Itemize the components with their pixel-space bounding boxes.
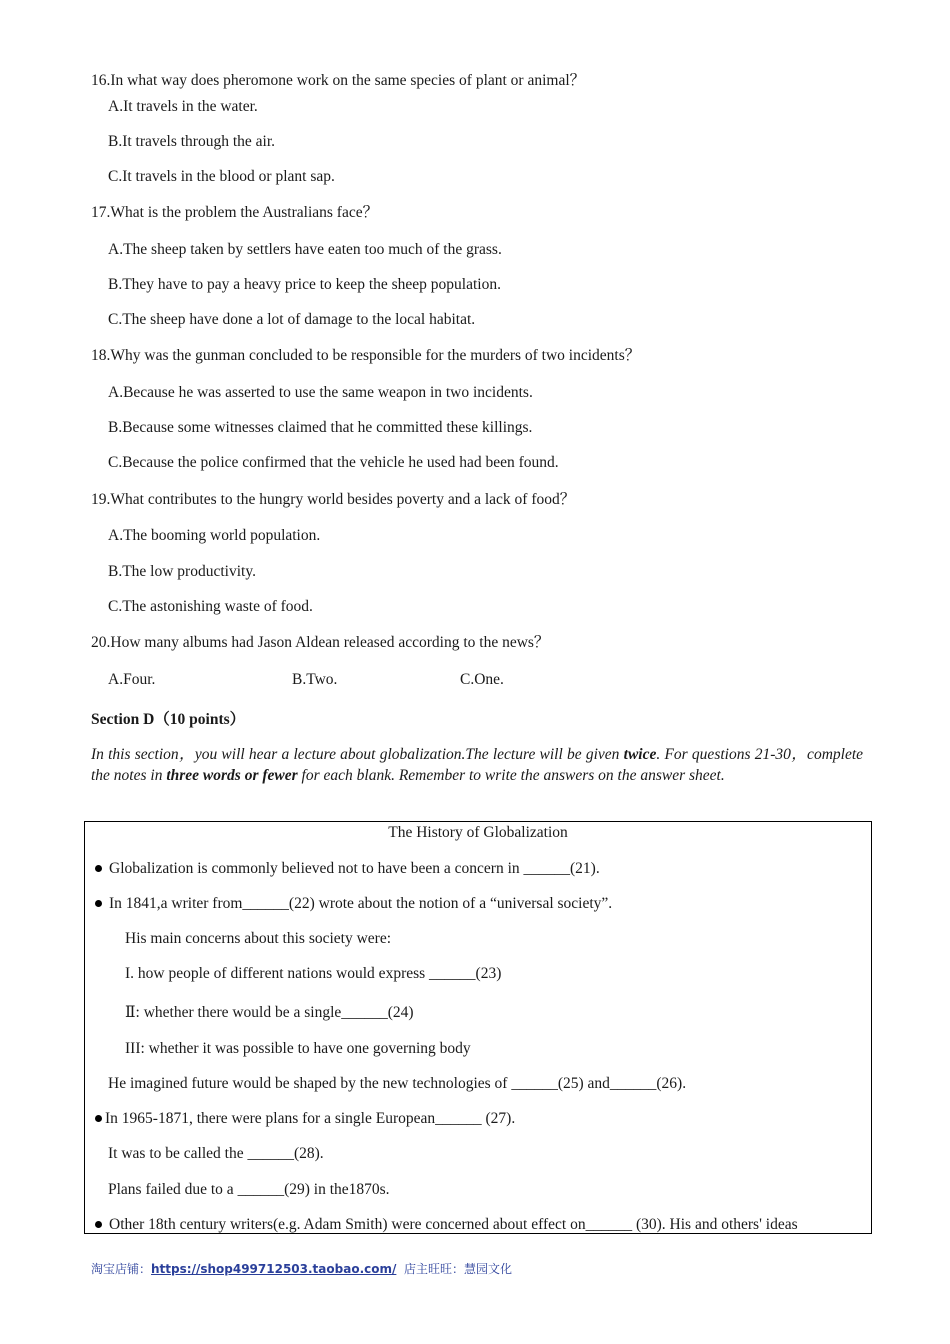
option-19a: A.The booming world population. xyxy=(108,527,321,544)
option-20c: C.One. xyxy=(460,671,504,688)
bullet-icon xyxy=(95,865,102,872)
bullet-icon xyxy=(95,900,102,907)
option-17b: B.They have to pay a heavy price to keep the sheep population. xyxy=(108,276,501,293)
notes-line-5: Ⅱ: whether there would be a single______(24) xyxy=(125,1004,414,1021)
notes-box xyxy=(84,821,872,1234)
option-16c: C.It travels in the blood or plant sap. xyxy=(108,168,335,185)
bullet-icon xyxy=(95,1115,102,1122)
option-16a: A.It travels in the water. xyxy=(108,98,258,115)
footer-shop-label: 淘宝店铺： xyxy=(91,1262,152,1276)
footer-shop-link[interactable]: https://shop499712503.taobao.com/ xyxy=(151,1262,397,1276)
option-19b: B.The low productivity. xyxy=(108,563,256,580)
notes-line-6: III: whether it was possible to have one governing body xyxy=(125,1040,471,1057)
notes-line-1: Globalization is commonly believed not to have been a concern in ______(21). xyxy=(95,859,600,879)
section-title: Section D（10 points） xyxy=(91,711,246,728)
question-19: 19.What contributes to the hungry world besides poverty and a lack of food？ xyxy=(91,491,576,508)
option-17c: C.The sheep have done a lot of damage to the local habitat. xyxy=(108,311,476,328)
question-16: 16.In what way does pheromone work on the same species of plant or animal？ xyxy=(91,72,586,89)
option-18c: C.Because the police confirmed that the vehicle he used had been found. xyxy=(108,454,559,471)
question-20: 20.How many albums had Jason Aldean released according to the news？ xyxy=(91,634,550,651)
notes-line-10: Plans failed due to a ______(29) in the1870s. xyxy=(108,1181,390,1198)
notes-line-7: He imagined future would be shaped by the new technologies of ______(25) and______(26). xyxy=(108,1075,687,1092)
question-17: 17.What is the problem the Australians face？ xyxy=(91,204,379,221)
option-16b: B.It travels through the air. xyxy=(108,133,276,150)
question-18: 18.Why was the gunman concluded to be responsible for the murders of two incidents？ xyxy=(91,347,641,364)
notes-line-2: In 1841,a writer from______(22) wrote about the notion of a “universal society”. xyxy=(95,894,612,914)
option-17a: A.The sheep taken by settlers have eaten too much of the grass. xyxy=(108,241,502,258)
notes-line-8: In 1965-1871, there were plans for a single European______ (27). xyxy=(95,1109,515,1129)
intro-text-3: for each blank. Remember to write the answers on the answer sheet. xyxy=(297,767,725,784)
notes-line-3: His main concerns about this society were: xyxy=(125,930,392,947)
option-18a: A.Because he was asserted to use the same weapon in two incidents. xyxy=(108,384,533,401)
bullet-icon xyxy=(95,1221,102,1228)
footer-owner-label: 店主旺旺：慧园文化 xyxy=(404,1262,513,1276)
notes-line-9: It was to be called the ______(28). xyxy=(108,1145,324,1162)
intro-text-1: In this section，you will hear a lecture about globalization.The lecture will be given xyxy=(91,746,624,763)
intro-text-2: . For questions 21-30，complete the notes in xyxy=(91,746,864,784)
section-instructions xyxy=(91,744,863,786)
option-18b: B.Because some witnesses claimed that he committed these killings. xyxy=(108,419,533,436)
option-20b: B.Two. xyxy=(292,671,338,688)
notes-line-4: I. how people of different nations would express ______(23) xyxy=(125,965,502,982)
notes-title: The History of Globalization xyxy=(388,824,568,841)
option-19c: C.The astonishing waste of food. xyxy=(108,598,313,615)
intro-emphasis-word-limit: three words or fewer xyxy=(166,767,298,784)
option-20a: A.Four. xyxy=(108,671,156,688)
notes-line-11: Other 18th century writers(e.g. Adam Smith) were concerned about effect on______ (30). His and others' ideas xyxy=(95,1215,798,1235)
intro-emphasis-twice: twice xyxy=(623,746,657,763)
footer xyxy=(91,1260,512,1277)
